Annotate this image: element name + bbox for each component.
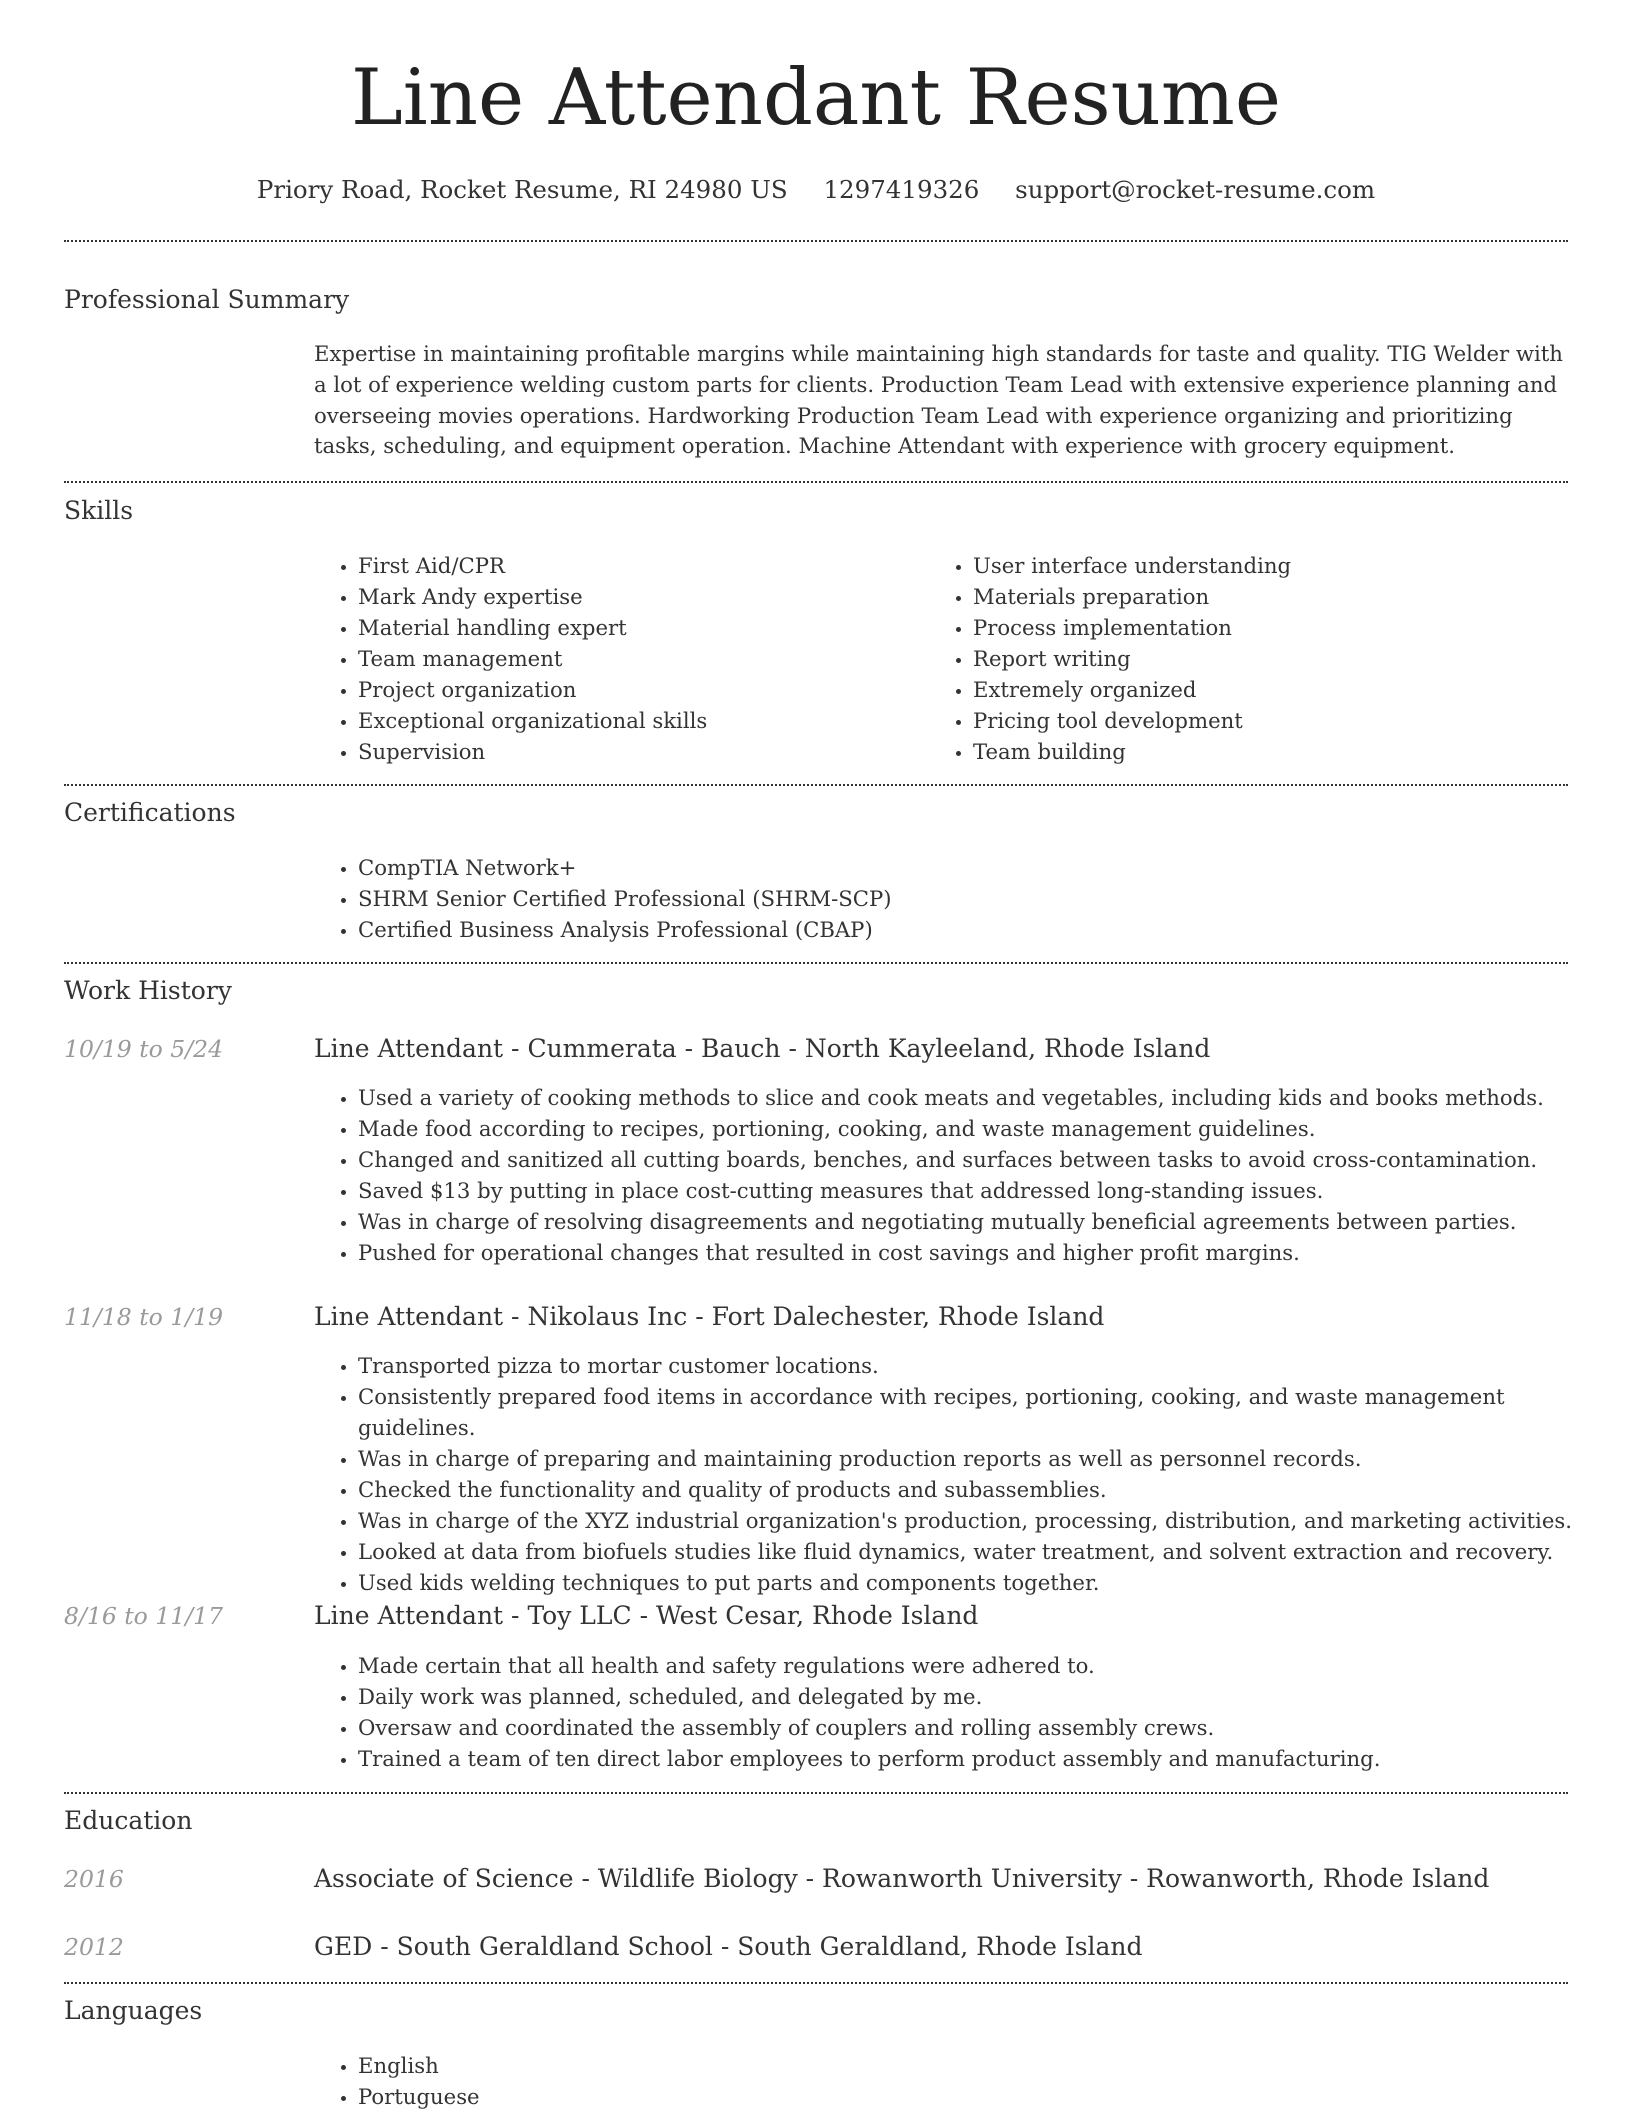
language-item: • English	[358, 2050, 958, 2081]
skill-item: • Project organization	[358, 674, 918, 705]
contact-phone: 1297419326	[823, 175, 980, 204]
skill-item: • User interface understanding	[973, 550, 1573, 581]
skill-item: • Supervision	[358, 736, 918, 767]
education-entry: Associate of Science - Wildlife Biology - Rowanworth University - Rowanworth, Rhode Island	[314, 1864, 1490, 1893]
education-entry: GED - South Geraldland School - South Geraldland, Rhode Island	[314, 1932, 1143, 1961]
divider	[64, 784, 1568, 786]
job-bullet: • Was in charge of resolving disagreements and negotiating mutually beneficial agreements between parties.	[358, 1206, 1614, 1237]
skill-item: • Team building	[973, 736, 1573, 767]
job-bullet: • Trained a team of ten direct labor employees to perform product assembly and manufacturing.	[358, 1743, 1614, 1774]
languages-list	[314, 2050, 958, 2112]
divider	[64, 1792, 1568, 1794]
resume-title: Line Attendant Resume	[350, 53, 1282, 143]
job-bullets	[314, 1650, 1614, 1774]
job-bullet: • Changed and sanitized all cutting boards, benches, and surfaces between tasks to avoid cross-contamination.	[358, 1144, 1614, 1175]
job-bullet: • Used kids welding techniques to put parts and components together.	[358, 1567, 1614, 1598]
section-title-languages: Languages	[64, 1996, 203, 2025]
job-bullet: • Looked at data from biofuels studies like fluid dynamics, water treatment, and solvent extraction and recovery.	[358, 1536, 1614, 1567]
skill-item: • Report writing	[973, 643, 1573, 674]
job-dates: 8/16 to 11/17	[64, 1602, 224, 1630]
section-title-education: Education	[64, 1806, 193, 1835]
divider	[64, 962, 1568, 964]
job-dates: 10/19 to 5/24	[64, 1035, 224, 1063]
job-bullet: • Daily work was planned, scheduled, and delegated by me.	[358, 1681, 1614, 1712]
job-bullets	[314, 1350, 1614, 1598]
certification-item: • SHRM Senior Certified Professional (SHRM-SCP)	[358, 883, 1558, 914]
job-bullet: • Made certain that all health and safety regulations were adhered to.	[358, 1650, 1614, 1681]
job-bullet: • Pushed for operational changes that resulted in cost savings and higher profit margins.	[358, 1237, 1614, 1268]
job-bullet: • Was in charge of preparing and maintaining production reports as well as personnel records.	[358, 1443, 1614, 1474]
job-dates: 11/18 to 1/19	[64, 1303, 224, 1331]
skill-item: • Pricing tool development	[973, 705, 1573, 736]
skill-item: • Materials preparation	[973, 581, 1573, 612]
job-bullet: • Transported pizza to mortar customer locations.	[358, 1350, 1614, 1381]
job-bullet: • Oversaw and coordinated the assembly of couplers and rolling assembly crews.	[358, 1712, 1614, 1743]
contact-address: Priory Road, Rocket Resume, RI 24980 US	[256, 175, 788, 204]
skill-item: • Extremely organized	[973, 674, 1573, 705]
skill-item: • First Aid/CPR	[358, 550, 918, 581]
job-bullet: • Made food according to recipes, portioning, cooking, and waste management guidelines.	[358, 1113, 1614, 1144]
skill-item: • Material handling expert	[358, 612, 918, 643]
certification-item: • CompTIA Network+	[358, 852, 1558, 883]
section-title-summary: Professional Summary	[64, 285, 350, 314]
section-title-certifications: Certifications	[64, 798, 236, 827]
divider	[64, 240, 1568, 242]
job-title: Line Attendant - Nikolaus Inc - Fort Dalechester, Rhode Island	[314, 1302, 1105, 1331]
job-title: Line Attendant - Toy LLC - West Cesar, Rhode Island	[314, 1601, 979, 1630]
skill-item: • Team management	[358, 643, 918, 674]
skill-item: • Process implementation	[973, 612, 1573, 643]
divider	[64, 481, 1568, 483]
skills-list-left	[314, 550, 918, 767]
education-year: 2016	[64, 1865, 124, 1893]
job-title: Line Attendant - Cummerata - Bauch - North Kayleeland, Rhode Island	[314, 1034, 1211, 1063]
divider	[64, 1982, 1568, 1984]
job-bullet: • Consistently prepared food items in accordance with recipes, portioning, cooking, and waste management guidelines.	[358, 1381, 1614, 1443]
education-year: 2012	[64, 1933, 124, 1961]
language-item: • Portuguese	[358, 2081, 958, 2112]
job-bullet: • Saved $13 by putting in place cost-cutting measures that addressed long-standing issues.	[358, 1175, 1614, 1206]
job-bullet: • Checked the functionality and quality of products and subassemblies.	[358, 1474, 1614, 1505]
job-bullet: • Was in charge of the XYZ industrial organization's production, processing, distribution, and marketing activities.	[358, 1505, 1614, 1536]
skill-item: • Mark Andy expertise	[358, 581, 918, 612]
skill-item: • Exceptional organizational skills	[358, 705, 918, 736]
section-title-work-history: Work History	[64, 976, 232, 1005]
job-bullets	[314, 1082, 1614, 1268]
skills-list-right	[929, 550, 1573, 767]
contact-email: support@rocket-resume.com	[1015, 175, 1376, 204]
section-title-skills: Skills	[64, 496, 134, 525]
certifications-list	[314, 852, 1558, 945]
certification-item: • Certified Business Analysis Professional (CBAP)	[358, 914, 1558, 945]
summary-text: Expertise in maintaining profitable margins while maintaining high standards for taste and quality. TIG Welder with a lot of experience welding custom parts for clients. Production Team Lead with extensive experience planning and overseeing movies operations. Hardworking Production Team Lead with experience organizing and prioritizing tasks, scheduling, and equipment operation. Machine Attendant with experience with grocery equipment.	[314, 341, 1563, 459]
contact-line	[0, 170, 1632, 210]
job-bullet: • Used a variety of cooking methods to slice and cook meats and vegetables, including kids and books methods.	[358, 1082, 1614, 1113]
